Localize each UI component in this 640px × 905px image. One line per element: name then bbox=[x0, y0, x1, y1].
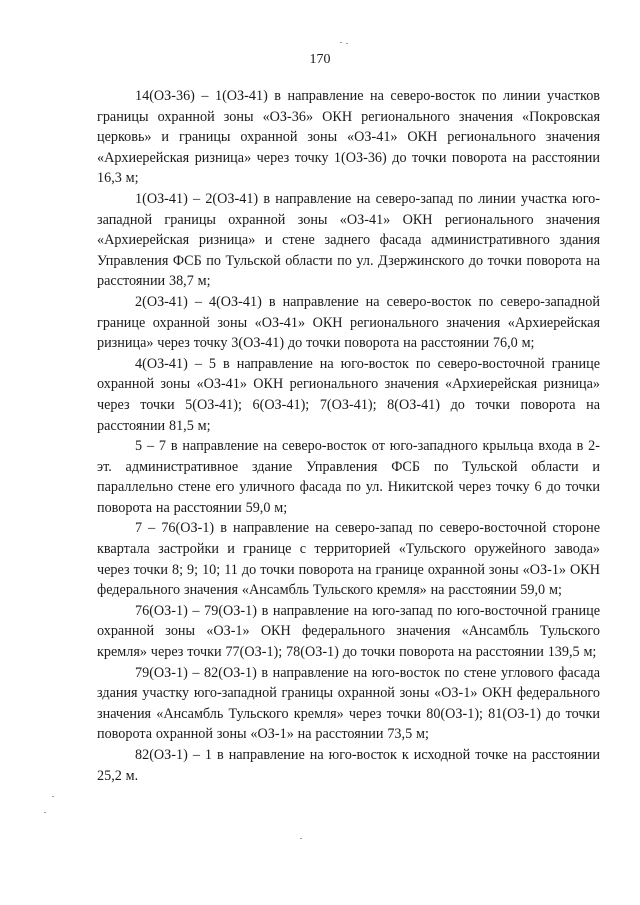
page-number: 170 bbox=[309, 52, 331, 67]
scan-speck bbox=[44, 812, 46, 813]
scan-speck bbox=[52, 796, 54, 797]
scan-speck bbox=[346, 43, 348, 44]
paragraph-segment-2-4-oz41: 2(ОЗ-41) – 4(ОЗ-41) в направление на северо-восток по северо-западной границе охранной зоны «ОЗ-41» ОКН регионального значения «Архиерейская ризница» через точку 3(ОЗ-41) до точки поворота на расстоянии 76,0 м; bbox=[97, 293, 600, 352]
paragraph-segment-76-79-oz1: 76(ОЗ-1) – 79(ОЗ-1) в направление на юго-запад по юго-восточной границе охранной зоны «ОЗ-1» ОКН федерального значения «Ансамбль Тульского кремля» через точки 77(ОЗ-1); 78(ОЗ-1) до точки поворота на расстоянии 139,5 м; bbox=[97, 602, 600, 661]
scan-speck bbox=[340, 42, 342, 43]
paragraph-segment-79-82-oz1: 79(ОЗ-1) – 82(ОЗ-1) в направление на юго-восток по стене углового фасада здания участку юго-западной границы охранной зоны «ОЗ-1» ОКН федерального значения «Ансамбль Тульского кремля» через точки 80(ОЗ-1); 81(ОЗ-1) до точки поворота охранной зоны «ОЗ-1» на расстоянии 73,5 м; bbox=[97, 664, 600, 743]
paragraph-segment-4-oz41-5: 4(ОЗ-41) – 5 в направление на юго-восток по северо-восточной границе охранной зоны «ОЗ-41» ОКН регионального значения «Архиерейская ризница» через точки 5(ОЗ-41); 6(ОЗ-41); 7(ОЗ-41); 8(ОЗ-41) до точки поворота на расстоянии 81,5 м; bbox=[97, 355, 600, 434]
paragraph-segment-7-76-oz1: 7 – 76(ОЗ-1) в направление на северо-запад по северо-восточной стороне квартала застройки и границе с территорией «Тульского оружейного завода» через точки 8; 9; 10; 11 до точки поворота на границе охранной зоны «ОЗ-1» ОКН федерального значения «Ансамбль Тульского кремля» на расстоянии 59,0 м; bbox=[97, 520, 600, 599]
scan-speck bbox=[300, 838, 302, 839]
paragraph-segment-5-7: 5 – 7 в направление на северо-восток от юго-западного крыльца входа в 2-эт. административное здание Управления ФСБ по Тульской области и параллельно стене его уличного фасада по ул. Никитской через точку 6 до точки поворота на расстоянии 59,0 м; bbox=[97, 438, 600, 516]
paragraph-segment-82-oz1-1: 82(ОЗ-1) – 1 в направление на юго-восток к исходной точке на расстоянии 25,2 м. bbox=[97, 747, 600, 784]
paragraph-segment-14-oz36-1-oz41: 14(ОЗ-36) – 1(ОЗ-41) в направление на северо-восток по линии участков границы охранной зоны «ОЗ-36» ОКН регионального значения «Покровская церковь» и границы охранной зоны «ОЗ-41» ОКН регионального значения «Архиерейская ризница» через точку 1(ОЗ-36) до точки поворота на расстоянии 16,3 м; bbox=[97, 88, 600, 187]
document-body bbox=[97, 86, 600, 786]
paragraph-segment-1-2-oz41: 1(ОЗ-41) – 2(ОЗ-41) в направление на северо-запад по линии участка юго-западной границы охранной зоны «ОЗ-41» ОКН регионального значения «Архиерейская ризница» и стене заднего фасада административного здания Управления ФСБ по Тульской области по ул. Дзержинского до точки поворота на расстоянии 38,7 м; bbox=[97, 190, 600, 290]
